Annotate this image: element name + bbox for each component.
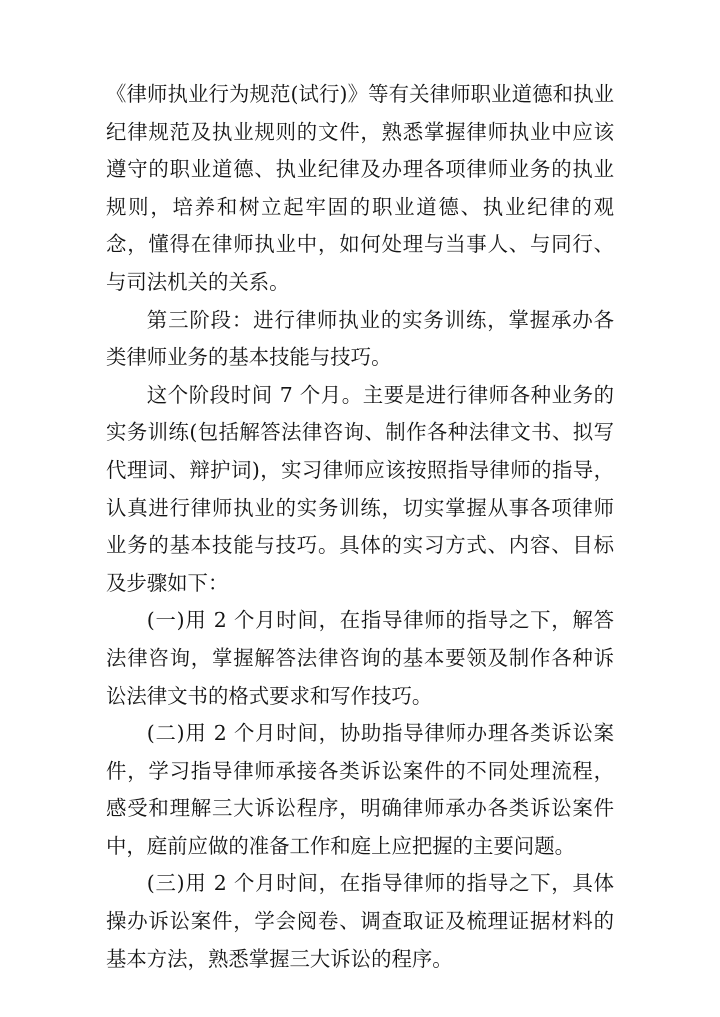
paragraph-4: (一)用 2 个月时间，在指导律师的指导之下，解答法律咨询，掌握解答法律咨询的基本要领及制作各种诉讼法律文书的格式要求和写作技巧。	[106, 608, 614, 708]
paragraph-5: (二)用 2 个月时间，协助指导律师办理各类诉讼案件，学习指导律师承接各类诉讼案件的不同处理流程，感受和理解三大诉讼程序，明确律师承办各类诉讼案件中，庭前应做的准备工作和庭上应把握的主要问题。	[106, 721, 614, 858]
paragraph-6: (三)用 2 个月时间，在指导律师的指导之下，具体操办诉讼案件，学会阅卷、调查取证及梳理证据材料的基本方法，熟悉掌握三大诉讼的程序。	[106, 871, 614, 971]
paragraph-2: 第三阶段：进行律师执业的实务训练，掌握承办各类律师业务的基本技能与技巧。	[106, 307, 614, 370]
paragraph-1: 《律师执业行为规范(试行)》等有关律师职业道德和执业纪律规范及执业规则的文件，熟悉掌握律师执业中应该遵守的职业道德、执业纪律及办理各项律师业务的执业规则，培养和树立起牢固的职业道德、执业纪律的观念，懂得在律师执业中，如何处理与当事人、与同行、与司法机关的关系。	[106, 82, 614, 294]
paragraph-3: 这个阶段时间 7 个月。主要是进行律师各种业务的实务训练(包括解答法律咨询、制作各种法律文书、拟写代理词、辩护词)，实习律师应该按照指导律师的指导，认真进行律师执业的实务训练，切实掌握从事各项律师业务的基本技能与技巧。具体的实习方式、内容、目标及步骤如下：	[106, 382, 614, 595]
document-page	[106, 76, 614, 978]
